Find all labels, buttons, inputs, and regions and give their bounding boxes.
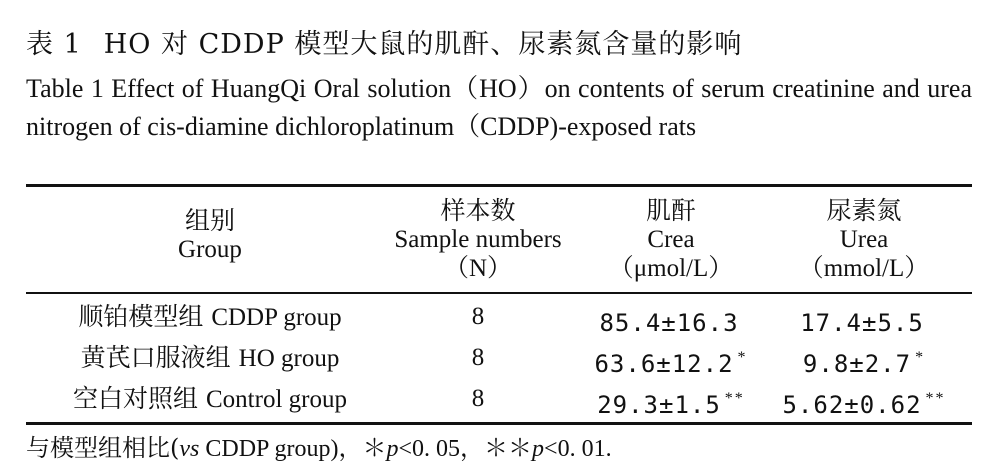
header-crea-cn: 肌酐 [645, 196, 696, 225]
row-crea-value: 63.6±12.2 [594, 350, 734, 378]
table-title-en: Table 1 Effect of HuangQi Oral solution（HO）on contents of serum creatinine and urea nitrogen of cis-diamine dichloroplatinum（CDDP)-exposed rats [26, 74, 972, 141]
footnote-p1: p [386, 436, 399, 462]
table-bottom-rule [26, 422, 972, 425]
row-group [40, 297, 380, 338]
header-urea-en: Urea [839, 226, 889, 253]
row-crea [578, 338, 764, 384]
row-crea-value: 85.4±16.3 [599, 309, 739, 337]
table-row [0, 338, 1002, 378]
row-group [40, 338, 380, 379]
header-sample-numbers [388, 196, 568, 283]
row-group-cn: 顺铂模型组 [78, 302, 204, 331]
row-urea-significance: ** [925, 390, 946, 407]
header-sample-unit: （N） [443, 255, 513, 282]
table-row [0, 379, 1002, 419]
header-sample-en: Sample numbers [394, 226, 562, 253]
row-urea-value: 9.8±2.7 [802, 350, 912, 378]
title-cn-text: HO 对 CDDP 模型大鼠的肌酐、尿素氮含量的影响 [103, 29, 743, 60]
header-group-cn: 组别 [184, 206, 235, 235]
row-crea-value: 29.3±1.5 [597, 391, 721, 419]
table-title-cn [26, 22, 742, 61]
footnote-p2: p [532, 436, 545, 462]
table-row [0, 297, 1002, 337]
row-crea [578, 379, 764, 425]
footnote-vs: vs [179, 436, 200, 462]
row-urea-value: 17.4±5.5 [800, 309, 924, 337]
header-urea-unit: （mmol/L） [798, 255, 930, 282]
footnote-prefix: 与模型组相比( [26, 434, 180, 462]
row-sample-n: 8 [471, 303, 485, 330]
row-crea-significance: ** [724, 390, 745, 407]
row-group-en: HO group [238, 345, 340, 372]
row-urea [764, 297, 964, 343]
footnote-group: CDDP group)，＊ [199, 436, 387, 462]
header-crea-en: Crea [647, 226, 695, 253]
header-urea [764, 196, 964, 283]
row-urea-value: 5.62±0.62 [782, 391, 922, 419]
row-crea-significance: * [737, 349, 748, 366]
table-top-rule [26, 184, 972, 187]
row-urea [764, 338, 964, 384]
table-header-rule [26, 292, 972, 294]
table-number: 表 1 [26, 29, 82, 60]
row-group-cn: 空白对照组 [73, 384, 199, 413]
row-urea [764, 379, 964, 425]
header-crea-unit: （μmol/L） [608, 255, 734, 282]
row-sample-n: 8 [471, 385, 485, 412]
footnote-threshold-1: <0. 05，＊＊ [398, 436, 533, 462]
row-sample-n: 8 [471, 344, 485, 371]
header-group [40, 206, 380, 264]
header-sample-cn: 样本数 [440, 196, 516, 225]
header-urea-cn: 尿素氮 [826, 196, 902, 225]
header-crea [578, 196, 764, 283]
footnote-threshold-2: <0. 01. [544, 436, 612, 462]
row-group [40, 379, 380, 420]
header-group-en: Group [178, 236, 242, 263]
row-group-en: CDDP group [211, 304, 342, 331]
row-crea [578, 297, 764, 343]
row-group-en: Control group [206, 386, 347, 413]
row-urea-significance: * [915, 349, 926, 366]
table-footnote [26, 428, 612, 463]
row-group-cn: 黄芪口服液组 [80, 343, 231, 372]
